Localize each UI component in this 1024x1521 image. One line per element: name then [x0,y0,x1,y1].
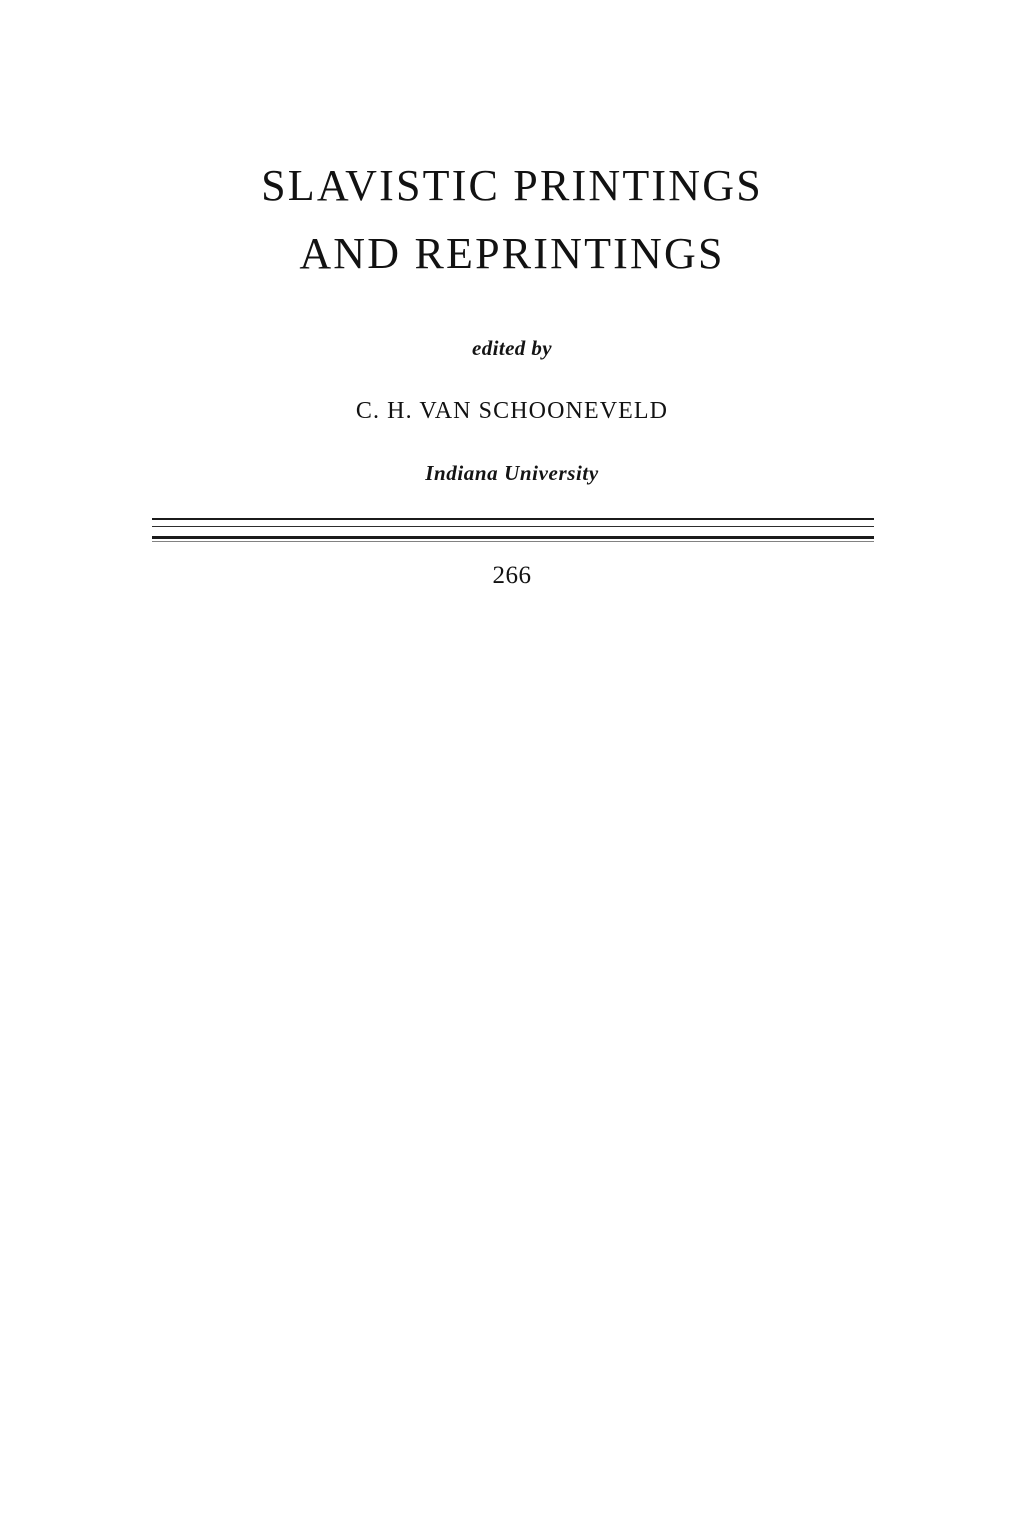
divider-rule-top [152,518,874,520]
title-line-1: SLAVISTIC PRINTINGS [261,161,763,210]
editor-name: C. H. VAN SCHOONEVELD [355,398,669,424]
title-line-2: AND REPRINTINGS [299,229,725,278]
edited-by-label: edited by [472,336,552,360]
series-number: 266 [492,562,532,589]
divider-rule-bottom [152,541,874,542]
divider-rule-third [152,536,874,539]
editor-affiliation: Indiana University [425,461,599,485]
divider-rule-second [152,526,874,527]
horizontal-rule-group [152,518,874,540]
page-title [0,152,1024,288]
